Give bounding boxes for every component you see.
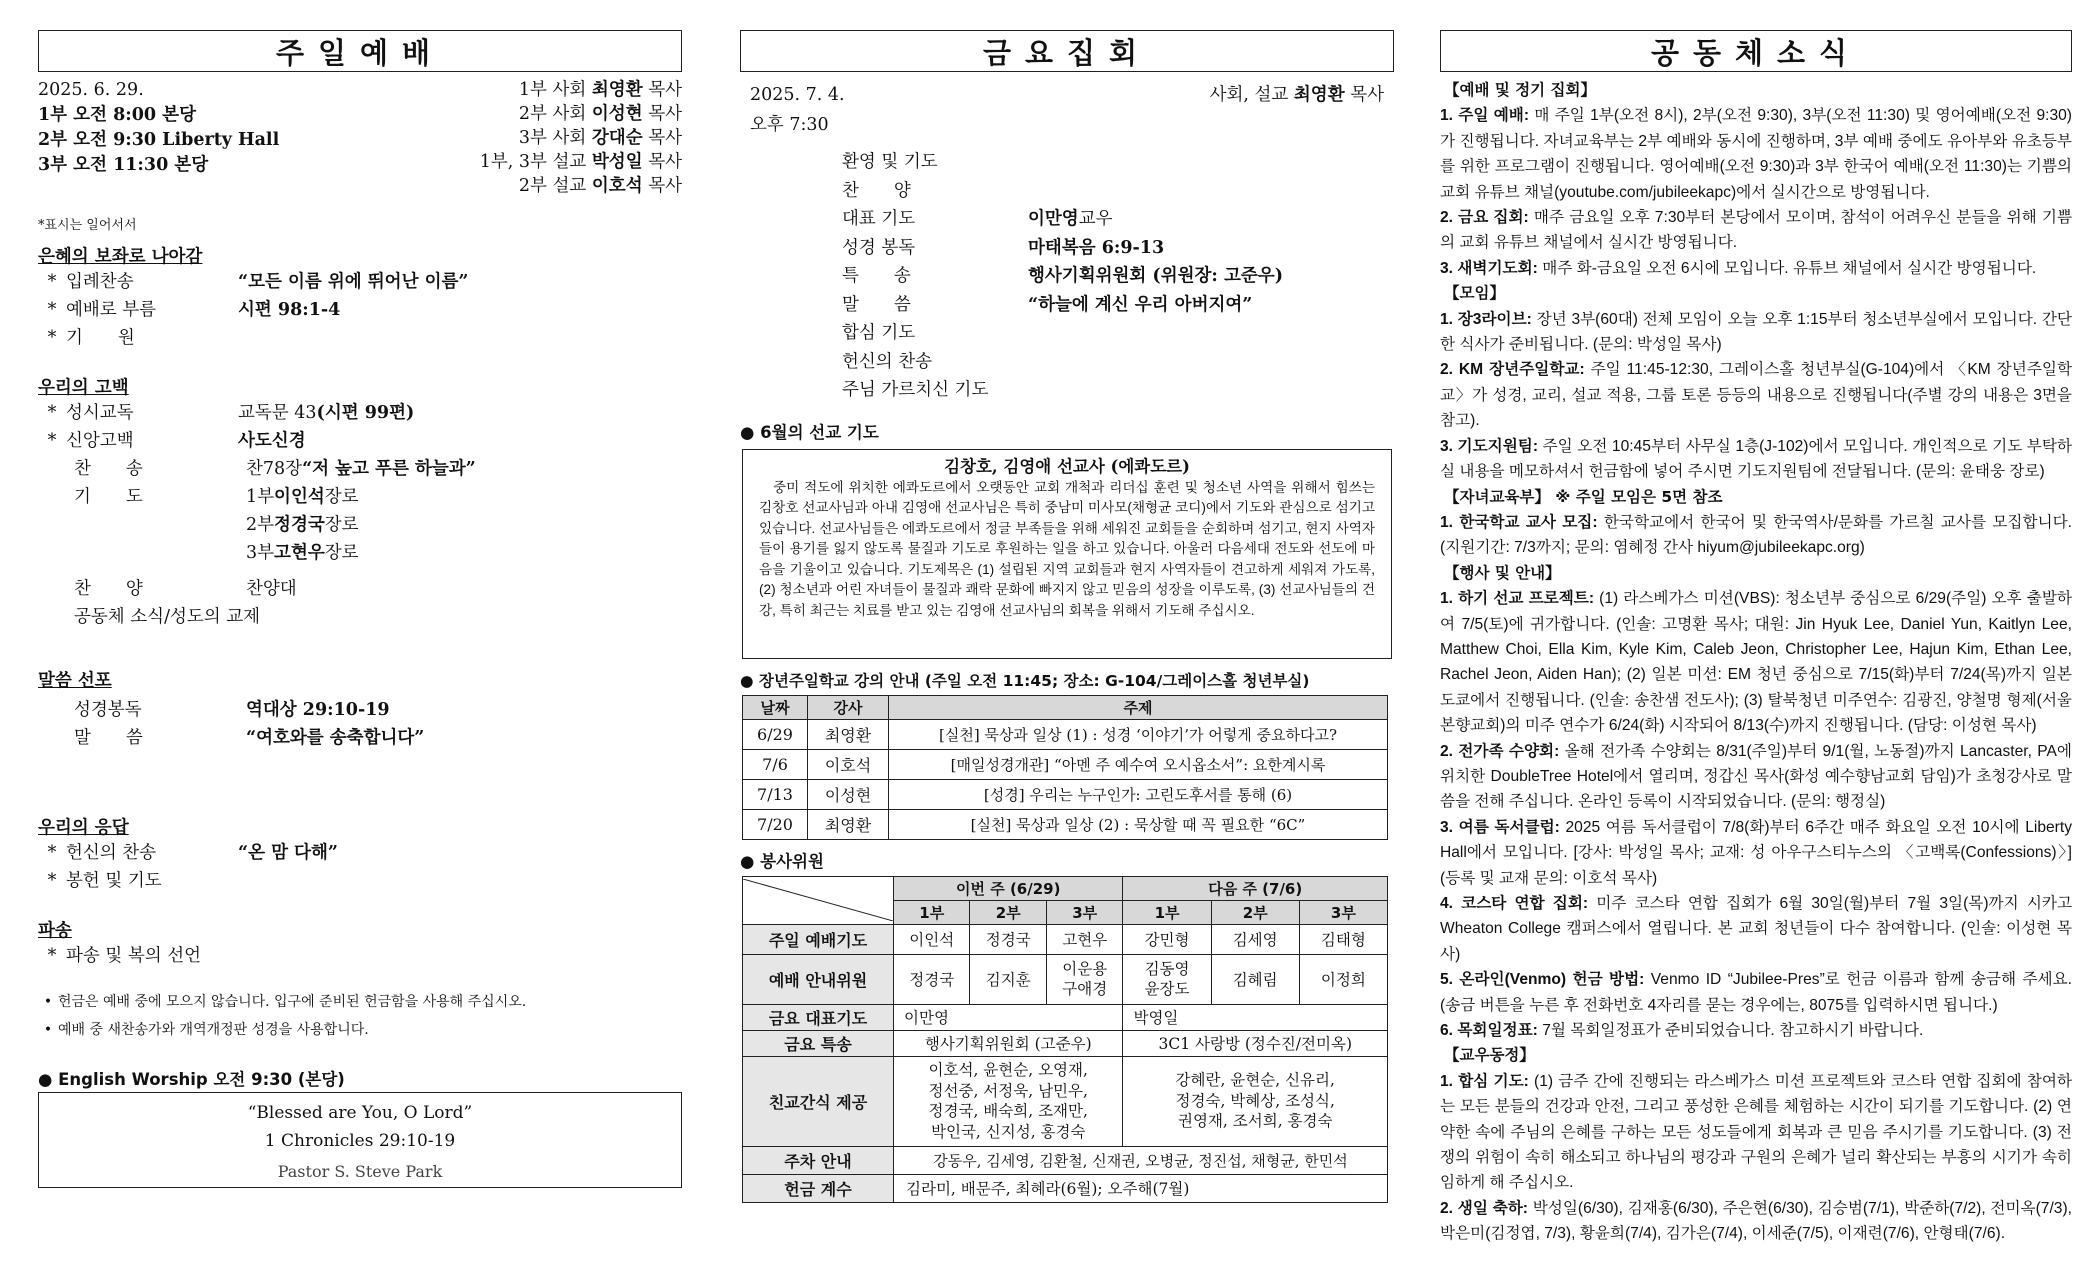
news-item-text: 장년 3부(60대) 전체 모임이 오늘 오후 1:15부터 청소년부실에서 모입니다. 간단한 식사가 준비됩니다. (문의: 박성일 목사) [1440, 310, 2072, 354]
diagonal-line-icon [743, 879, 893, 921]
news-item-text: 미주 코스타 연합 집회가 6월 30일(월)부터 7월 3일(목)까지 시카고 Wheaton College 캠퍼스에서 열립니다. 본 교회 청년들이 다수 참여합니다. (인솔: 이성현 목사) [1440, 895, 2073, 963]
news-item [1440, 739, 2072, 815]
order-item: 환영 및 기도 [842, 152, 938, 172]
news-item [1440, 815, 2072, 891]
order-item: * 기 원 [47, 328, 135, 348]
leader-row: 2부 사회 이성현 목사 [518, 104, 682, 124]
order-item: * 헌신의 찬송 “온 맘 다해” [47, 843, 338, 863]
note-item: • 예배 중 새찬송가와 개역개정판 성경을 사용합니다. [43, 1022, 369, 1038]
friday-service-title: 금요집회 [740, 30, 1394, 72]
news-item-lead: 4. 코스타 연합 집회: [1440, 895, 1589, 912]
news-item-lead: 1. 합심 기도: [1440, 1072, 1529, 1090]
column-sunday-worship [38, 30, 682, 1188]
news-item-text: 매주 금요일 오후 7:30부터 본당에서 모이며, 참석이 어려우신 분들을 위해 기쁨의 교회 유튜브 채널에서 실시간 방영됩니다. [1440, 209, 2073, 252]
table-row: 금요 대표기도 이만영 박영일 [743, 1004, 1388, 1030]
bullet-icon: ● [740, 422, 761, 442]
news-section-heading: 【행사 및 안내】 [1444, 563, 1561, 582]
table-header-row: 이번 주 (6/29) 다음 주 (7/6) [743, 876, 1388, 900]
note-item: • 헌금은 예배 중에 모으지 않습니다. 입구에 준비된 헌금함을 사용해 주십시오. [43, 994, 527, 1010]
service-leaders [480, 78, 682, 198]
order-item: 말 씀 “하늘에 계신 우리 아버지여” [842, 294, 1253, 315]
news-item [1440, 1018, 2072, 1043]
news-list [1440, 78, 2072, 1247]
friday-leader: 사회, 설교 최영환 목사 [1209, 85, 1384, 105]
stand-note: *표시는 일어서서 [38, 218, 137, 233]
table-row: 주일 예배기도 이인석 정경국 고현우 강민형 김세영 김태형 [743, 924, 1388, 954]
order-item: 찬 양 [842, 180, 911, 201]
news-item [1440, 256, 2072, 281]
order-item: * 예배로 부름 시편 98:1-4 [47, 300, 341, 320]
news-item-lead: 2. KM 장년주일학교: [1440, 361, 1585, 379]
friday-order [740, 148, 1394, 405]
bullet-icon: ● [740, 671, 759, 690]
leader-row: 1부 사회 최영환 목사 [518, 80, 682, 100]
news-item [1440, 205, 2072, 256]
order-item: 대표 기도 이만영 교우 [842, 209, 1113, 229]
column-friday-service [740, 30, 1394, 1203]
news-item-lead: 1. 장3라이브: [1440, 310, 1532, 328]
table-row: 7/20 최영환 [실천] 묵상과 일상 (2) : 묵상할 때 꼭 필요한 “6C” [743, 809, 1388, 839]
news-item [1440, 1069, 2072, 1196]
leader-row: 3부 사회 강대순 목사 [518, 128, 682, 148]
mission-text: 중미 적도에 위치한 에콰도르에서 오랫동안 교회 개척과 리더십 훈련 및 청소년 사역을 위해서 힘쓰는 김창호 선교사님과 아내 김영애 선교사님은 특히 중남미 미사모(채형균 코디)에서 기도와 관심으로 섬기고 있습니다. 선교사님들은 에콰도르에서 정글 부족들을 위해 세워진 교회들을 순회하며 섬기고, 현지 사역자들이 용기를 잃지 않도록 물질과 기도로 후원하는 일을 하고 있습니다. 아울러 다음세대 전도와 선도에 마음을 기울이고 있습니다. 기도제목은 (1) 설립된 지역 교회들과 현지 사역자들이 견고하게 세워져 가도록, (2) 청소년과 어린 자녀들이 물질과 쾌락 문화에 빠지지 않고 믿음의 성장을 이루도록, (3) 선교사님들의 건강, 특히 최근는 치료를 받고 있는 김영애 선교사님의 회복을 위해서 기도해 주십시오. [759, 479, 1375, 619]
news-item-text: (1) 라스베가스 미션(VBS): 청소년부 중심으로 6/29(주일) 오후 출발하여 7/5(토)에 귀가합니다. (인솔: 고명환 목사; 대원: Jin Hyuk Lee, Daniel Yun, Kaitlyn Lee, Matthew Choi, Ella Kim, Kyle Kim, Caleb Jeon, Christopher Lee, Hajun Kim, Ethan Lee, Rachel Jeon, Aiden Han); (2) 일본 미션: EM 청년 중심으로 7/15(화)부터 7/24(목)까지 일본 도쿄에서 진행됩니다. (인솔: 송찬샘 전도사); (3) 탈북청년 미주연수: 김광진, 양철명 형제(서울 본향교회)의 미주 연수가 6/24(화) 시작되어 8/13(수)까지 진행됩니다. (담당: 이성현 목사) [1440, 590, 2072, 735]
order-item: 특 송 행사기획위원회 (위원장: 고준우) [842, 266, 1283, 286]
news-item-text: 한국학교에서 한국어 및 한국역사/문화를 가르칠 교사를 모집합니다. (지원기간: 7/3까지; 문의: 염혜정 간사 hiyum@jubileekapc.org) [1440, 513, 2072, 557]
leader-row: 2부 설교 이호석 목사 [518, 176, 682, 196]
news-item-text: 2025 여름 독서클럽이 7/8(화)부터 6주간 매주 화요일 오전 10시에 Liberty Hall에서 모입니다. [강사: 박성일 목사; 교재: 성 아우구스티누스의 〈고백록(Confessions)〉] (등록 및 교재 문의: 이호석 목사) [1440, 818, 2073, 887]
table-row: 주차 안내 강동우, 김세영, 김환철, 신재권, 오병균, 정진섭, 채형균, 한민석 [743, 1146, 1388, 1174]
service-3: 3부 오전 11:30 본당 [38, 155, 209, 175]
news-item [1440, 307, 2072, 358]
lecture-heading: ● 장년주일학교 강의 안내 (주일 오전 11:45; 장소: G-104/그레이스홀 청년부실) [740, 671, 1310, 690]
order-item: * 파송 및 복의 선언 [47, 946, 202, 966]
service-1: 1부 오전 8:00 본당 [38, 105, 196, 125]
news-item [1440, 1196, 2072, 1247]
news-item [1440, 434, 2072, 485]
table-row: 예배 안내위원 정경국 김지훈 이운용 구애경 김동영 윤장도 김혜림 이정희 [743, 954, 1388, 1004]
order-item: 헌신의 찬송 [842, 351, 933, 372]
news-item-lead: 5. 온라인(Venmo) 헌금 방법: [1440, 971, 1645, 989]
section-title: 우리의 응답 [38, 818, 129, 838]
order-item: * 입례찬송 “모든 이름 위에 뛰어난 이름” [47, 272, 469, 292]
news-item-lead: 2. 생일 축하: [1440, 1199, 1528, 1217]
news-item [1440, 103, 2072, 205]
diagonal-cell [743, 876, 894, 924]
service-times [38, 78, 279, 178]
volunteers-table [742, 876, 1388, 1203]
news-item-text: (1) 금주 간에 진행되는 라스베가스 미션 프로젝트와 코스타 연합 집회에 참여하는 모든 분들의 건강과 안전, 그리고 풍성한 은혜를 체험하는 시간이 되기를 기도합니다. (2) 연약한 속에 주님의 은혜를 구하는 모든 성도들에게 회복과 큰 믿음 주시기를 기도합니다. (3) 전쟁의 위험이 속히 해소되고 하나님의 평강과 구원의 은혜가 널리 확산되는 부흥의 시기가 속히 임하게 해 주십시오. [1440, 1072, 2072, 1192]
table-row: 금요 특송 행사기획위원회 (고준우) 3C1 사랑방 (정수진/전미옥) [743, 1030, 1388, 1056]
order-item: * 성시교독 교독문 43 (시편 99편) [47, 403, 415, 423]
service-header [38, 78, 682, 198]
mission-box-title: 김창호, 김영애 선교사 (에콰도르) [944, 456, 1190, 476]
order-item: 2부 정경국 장로 [246, 515, 359, 535]
news-section-heading: 【모임】 [1444, 284, 1505, 303]
sunday-worship-title: 주일예배 [38, 30, 682, 72]
bullet-icon: ● [38, 1070, 59, 1089]
worship-date: 2025. 6. 29. [38, 80, 144, 100]
news-item [1440, 357, 2072, 433]
leader-row: 1부, 3부 설교 박성일 목사 [479, 152, 682, 172]
section-title: 은혜의 보좌로 나아감 [38, 247, 203, 267]
order-item: 3부 고현우 장로 [246, 543, 359, 563]
friday-time: 오후 7:30 [750, 115, 829, 135]
news-item [1440, 586, 2072, 738]
news-item-lead: 1. 하기 선교 프로젝트: [1440, 590, 1595, 608]
mission-prayer-heading: ● 6월의 선교 기도 [740, 422, 879, 442]
news-item-text: 올해 전가족 수양회는 8/31(주일)부터 9/1(월, 노동절)까지 Lancaster, PA에 위치한 DoubleTree Hotel에서 열리며, 정갑신 목사(화성 예수향남교회 담임)가 초청강사로 말씀을 전해 주십니다. 온라인 등록이 시작되었습니다. (문의: 행정실) [1440, 742, 2072, 811]
order-item: 찬 양 찬양대 [74, 579, 297, 599]
news-item-text: 주일 오전 10:45부터 사무실 1층(J-102)에서 모입니다. 개인적으로 기도 부탁하실 내용을 메모하셔서 헌금함에 넣어 주시면 기도지원팀에 전달됩니다. (문의: 윤태웅 장로) [1440, 437, 2072, 481]
friday-date: 2025. 7. 4. [750, 85, 845, 105]
worship-notes [38, 988, 682, 1044]
order-item: 기 도 1부 이인석 장로 [74, 487, 359, 507]
table-row: 7/6 이호석 [매일성경개관] “아멘 주 예수여 오시옵소서”: 요한계시록 [743, 749, 1388, 779]
news-item-text: 박성일(6/30), 김재홍(6/30), 주은현(6/30), 김승범(7/1), 박준하(7/2), 전미옥(7/3), 박은미(김정엽, 7/3), 황윤희(7/4), 김가은(7/4), 이세준(7/5), 이재련(7/6), 안형태(7/6). [1440, 1199, 2072, 1243]
friday-header [740, 80, 1394, 140]
news-item-lead: 2. 전가족 수양회: [1440, 742, 1560, 760]
news-item-lead: 6. 목회일정표: [1440, 1022, 1538, 1040]
lecture-table [742, 695, 1388, 840]
news-section-heading: 【자녀교육부】 ※ 주일 모임은 5면 참조 [1444, 487, 1723, 506]
news-item [1440, 891, 2072, 967]
english-worship-box: “Blessed are You, O Lord” 1 Chronicles 29:10-19 Pastor S. Steve Park [38, 1092, 682, 1188]
order-item: 성경 봉독 마태복음 6:9-13 [842, 237, 1165, 258]
table-row: 7/13 이성현 [성경] 우리는 누구인가: 고린도후서를 통해 (6) [743, 779, 1388, 809]
column-community-news [1440, 30, 2072, 1247]
order-item: 공동체 소식/성도의 교제 [74, 607, 261, 627]
news-item-lead: 1. 주일 예배: [1440, 107, 1530, 125]
news-item [1440, 967, 2072, 1018]
table-header-row: 날짜 강사 주제 [743, 695, 1388, 719]
news-item-text: 7월 목회일정표가 준비되었습니다. 참고하시기 바랍니다. [1537, 1022, 1924, 1040]
bullet-icon: ● [740, 851, 761, 871]
section-title: 파송 [38, 921, 72, 941]
section-title: 말씀 선포 [38, 671, 112, 691]
news-item [1440, 510, 2072, 561]
order-item: * 신앙고백 사도신경 [47, 431, 306, 451]
news-item-lead: 3. 새벽기도회: [1440, 259, 1538, 277]
news-item-lead: 1. 한국학교 교사 모집: [1440, 513, 1598, 531]
section-title: 우리의 고백 [38, 378, 129, 398]
volunteers-heading: ● 봉사위원 [740, 851, 824, 871]
community-news-title: 공동체소식 [1440, 30, 2072, 72]
table-header-row: 1부 2부 3부 1부 2부 3부 [743, 900, 1388, 924]
english-worship-heading: ● English Worship 오전 9:30 (본당) [38, 1070, 345, 1089]
order-item: * 봉헌 및 기도 [47, 871, 162, 891]
news-item-text: Venmo ID “Jubilee-Pres”로 헌금 이름과 함께 송금해 주세요. (송금 버튼을 누른 후 전화번호 4자리를 묻는 경우에는, 8075를 입력하시면 됩니다.) [1440, 971, 2072, 1014]
news-item-lead: 3. 여름 독서클럽: [1440, 818, 1560, 836]
news-section-heading: 【교우동정】 [1444, 1046, 1535, 1065]
news-section-heading: 【예배 및 정기 집회】 [1444, 81, 1597, 99]
news-item-text: 매 주일 1부(오전 8시), 2부(오전 9:30), 3부(오전 11:30) 및 영어예배(오전 9:30)가 진행됩니다. 자녀교육부는 2부 예배와 동시에 진행하며, 3부 예배 중에도 유아부와 유초등부를 위한 프로그램이 진행됩니다. 영어예배(오전 9:30)과 3부 한국어 예배(오전 11:30)는 기쁨의 교회 유튜브 채널(youtube.com/jubileekapc)에서 실시간으로 방영됩니다. [1440, 107, 2072, 201]
news-item-text: 주일 11:45-12:30, 그레이스홀 청년부실(G-104)에서 〈KM 장년주일학교〉가 성경, 교리, 설교 적용, 그룹 토론 등등의 내용으로 진행됩니다(주별 강의 내용은 3면을 참고). [1440, 361, 2073, 430]
order-item: 찬 송 찬78장 “저 높고 푸른 하늘과” [74, 459, 476, 479]
news-item-text: 매주 화-금요일 오전 6시에 모입니다. 유튜브 채널에서 실시간 방영됩니다. [1537, 259, 2037, 277]
table-row: 헌금 계수 김라미, 배문주, 최혜라(6월); 오주해(7월) [743, 1174, 1388, 1202]
mission-box [742, 449, 1392, 659]
table-row: 6/29 최영환 [실천] 묵상과 일상 (1) : 성경 ‘이야기’가 어렇게 중요하다고? [743, 719, 1388, 749]
order-item: 말 씀 “여호와를 송축합니다” [74, 728, 425, 748]
service-2: 2부 오전 9:30 Liberty Hall [38, 130, 280, 150]
news-item-lead: 3. 기도지원팀: [1440, 437, 1539, 455]
order-item: 성경봉독 역대상 29:10-19 [74, 700, 390, 720]
order-item: 주님 가르치신 기도 [842, 380, 989, 400]
order-item: 합심 기도 [842, 323, 916, 343]
news-item-lead: 2. 금요 집회: [1440, 209, 1529, 227]
table-row: 친교간식 제공 이호석, 윤현순, 오영재, 정선중, 서정욱, 남민우, 정경국, 배숙희, 조재만, 박인국, 신지성, 홍경숙 강혜란, 윤현순, 신유리, 정경숙, 박혜상, 조성식, 권영재, 조서희, 홍경숙 [743, 1056, 1388, 1146]
